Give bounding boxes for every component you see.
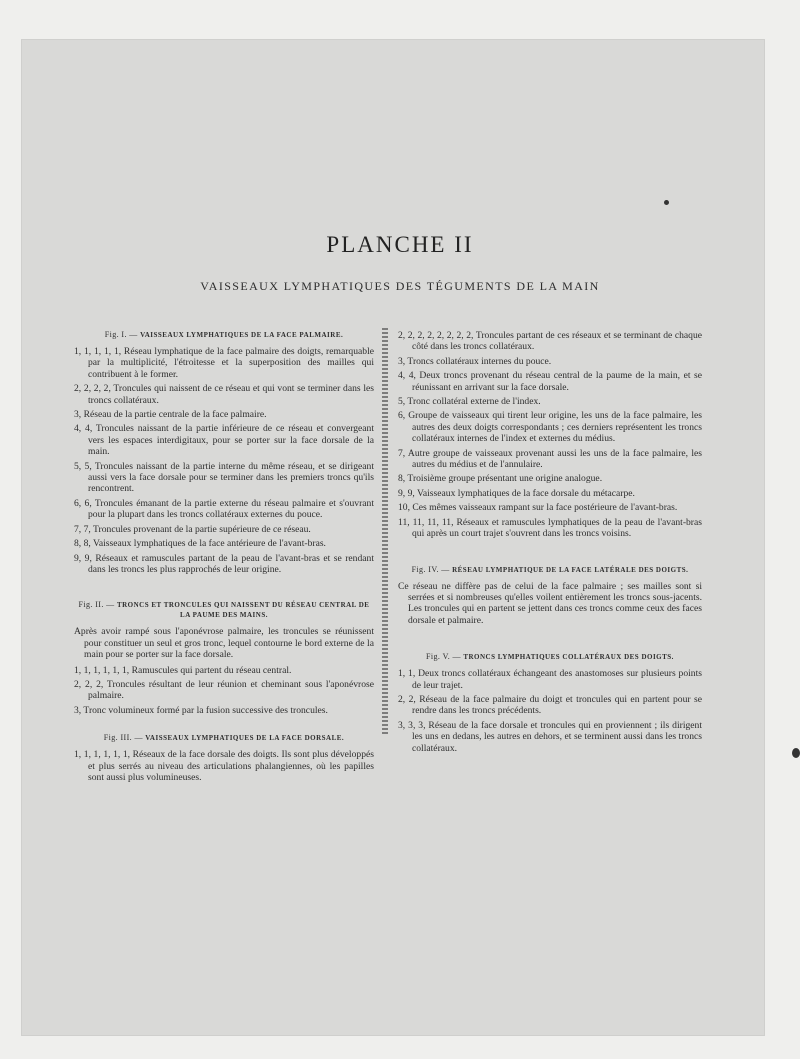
figure-heading-1 xyxy=(74,330,374,340)
legend-item: 8, Troisième groupe présentant une origine analogue. xyxy=(398,473,603,485)
ink-speck xyxy=(664,200,669,205)
legend-item: 3, Réseau de la partie centrale de la face palmaire. xyxy=(74,409,267,421)
legend-item: 4, 4, Deux troncs provenant du réseau central de la paume de la main, et se réunissant en arrivant sur la face dorsale. xyxy=(398,370,702,393)
legend-item: 6, Groupe de vaisseaux qui tirent leur origine, les uns de la face palmaire, les autres des deux doigts correspondants ; ces derniers représentent les troncs collatéraux internes de l'index et externes du médius. xyxy=(398,410,702,445)
legend-item: 3, 3, 3, Réseau de la face dorsale et troncules qui en proviennent ; ils dirigent les uns en dedans, les autres en dehors, et se terminent aussi dans les troncs collatéraux. xyxy=(398,719,702,754)
figure-caption: VAISSEAUX LYMPHATIQUES DE LA FACE PALMAIRE. xyxy=(140,331,344,339)
legend-item: 9, 9, Vaisseaux lymphatiques de la face dorsale du métacarpe. xyxy=(398,487,635,499)
legend-item: 7, Autre groupe de vaisseaux provenant aussi les uns de la face palmaire, les autres du médius et de l'annulaire. xyxy=(398,447,702,471)
legend-item: 9, 9, Réseaux et ramuscules partant de la peau de l'avant-bras et se rendant dans les troncs les plus rapprochés de leur origine. xyxy=(74,552,374,575)
right-column xyxy=(398,330,702,757)
legend-item: 2, 2, 2, 2, 2, 2, 2, 2, Troncules partant de ces réseaux et se terminant de chaque côté dans les troncs collatéraux. xyxy=(398,330,702,353)
figure-caption: VAISSEAUX LYMPHATIQUES DE LA FACE DORSALE. xyxy=(145,734,345,743)
legend-item: 11, 11, 11, 11, Réseaux et ramuscules lymphatiques de la peau de l'avant-bras qui après un court trajet s'ouvrent dans les troncs voisins. xyxy=(398,516,702,540)
figure-label: Fig. II. — xyxy=(78,600,115,610)
legend-item: 5, 5, Troncules naissant de la partie interne du même réseau, et se dirigeant aussi vers la face dorsale pour se terminer dans les premiers troncs qu'ils rencontrent. xyxy=(74,460,374,495)
legend-item: 4, 4, Troncules naissant de la partie inférieure de ce réseau et convergeant vers les espaces interdigitaux, pour se porter sur la face dorsale de la main. xyxy=(74,423,374,458)
legend-item: 7, 7, Troncules provenant de la partie supérieure de ce réseau. xyxy=(74,523,311,535)
figure-label: Fig. V. — xyxy=(426,652,461,662)
legend-item: 6, 6, Troncules émanant de la partie externe du réseau palmaire et s'ouvrant pour la plupart dans les troncs collatéraux externes du pouce. xyxy=(74,497,374,521)
figure-caption: TRONCS ET TRONCULES QUI NAISSENT DU RÉSEAU CENTRAL DE LA PAUME DES MAINS. xyxy=(116,601,370,620)
left-column xyxy=(74,330,374,786)
legend-item: 3, Troncs collatéraux internes du pouce. xyxy=(398,355,552,367)
ink-speck xyxy=(792,748,800,758)
figure-label: Fig. IV. — xyxy=(411,564,450,574)
legend-item: 2, 2, Réseau de la face palmaire du doigt et troncules qui en partent pour se rendre dans les troncs précédents. xyxy=(398,693,702,717)
column-divider xyxy=(382,328,388,736)
legend-item: 1, 1, 1, 1, 1, 1, Ramuscules qui partent du réseau central. xyxy=(74,664,292,676)
figure-heading-4 xyxy=(398,565,702,575)
figure-heading-3 xyxy=(74,733,374,743)
legend-item: 5, Tronc collatéral externe de l'index. xyxy=(398,396,541,408)
figure-label: Fig. III. — xyxy=(103,733,143,743)
legend-item: 8, 8, Vaisseaux lymphatiques de la face antérieure de l'avant-bras. xyxy=(74,538,326,550)
figure-label: Fig. I. — xyxy=(104,330,138,339)
legend-item: 10, Ces mêmes vaisseaux rampant sur la face postérieure de l'avant-bras. xyxy=(398,502,678,514)
legend-item: 2, 2, 2, 2, Troncules qui naissent de ce réseau et qui vont se terminer dans les troncs collatéraux. xyxy=(74,383,374,406)
figure-heading-2 xyxy=(74,600,374,620)
legend-item: 1, 1, 1, 1, 1, Réseau lymphatique de la face palmaire des doigts, remarquable par la multiplicité, l'étroitesse et la superposition des mailles qui contribuent à le former. xyxy=(74,346,374,380)
figure-caption: RÉSEAU LYMPHATIQUE DE LA FACE LATÉRALE DES DOIGTS. xyxy=(452,565,689,574)
figure-intro: Après avoir rampé sous l'aponévrose palmaire, les troncules se réunissent pour constituer un seul et gros tronc, lequel contourne le bord externe de la main pour se porter sur la face dorsale. xyxy=(74,626,374,661)
figure-heading-5 xyxy=(398,652,702,662)
legend-item: 1, 1, 1, 1, 1, 1, Réseaux de la face dorsale des doigts. Ils sont plus développés et plus serrés au niveau des articulations phalangiennes, où les papilles sont aussi plus volumineuses. xyxy=(74,749,374,783)
page-subtitle: VAISSEAUX LYMPHATIQUES DES TÉGUMENTS DE LA MAIN xyxy=(200,279,600,293)
page-title: PLANCHE II xyxy=(326,232,474,257)
legend-item: 2, 2, 2, Troncules résultant de leur réunion et cheminant sous l'aponévrose palmaire. xyxy=(74,678,374,702)
figure-caption: TRONCS LYMPHATIQUES COLLATÉRAUX DES DOIGTS. xyxy=(463,653,674,662)
legend-item: 1, 1, Deux troncs collatéraux échangeant des anastomoses sur plusieurs points de leur trajet. xyxy=(398,668,702,691)
legend-item: 3, Tronc volumineux formé par la fusion successive des troncules. xyxy=(74,704,328,716)
figure-text: Ce réseau ne diffère pas de celui de la face palmaire ; ses mailles sont si serrées et si nombreuses qu'elles voilent entièrement les troncs sous-jacents. Les troncules qui en partent se jettent dans ces troncs comme ceux des faces dorsale et palmaire. xyxy=(398,580,702,626)
